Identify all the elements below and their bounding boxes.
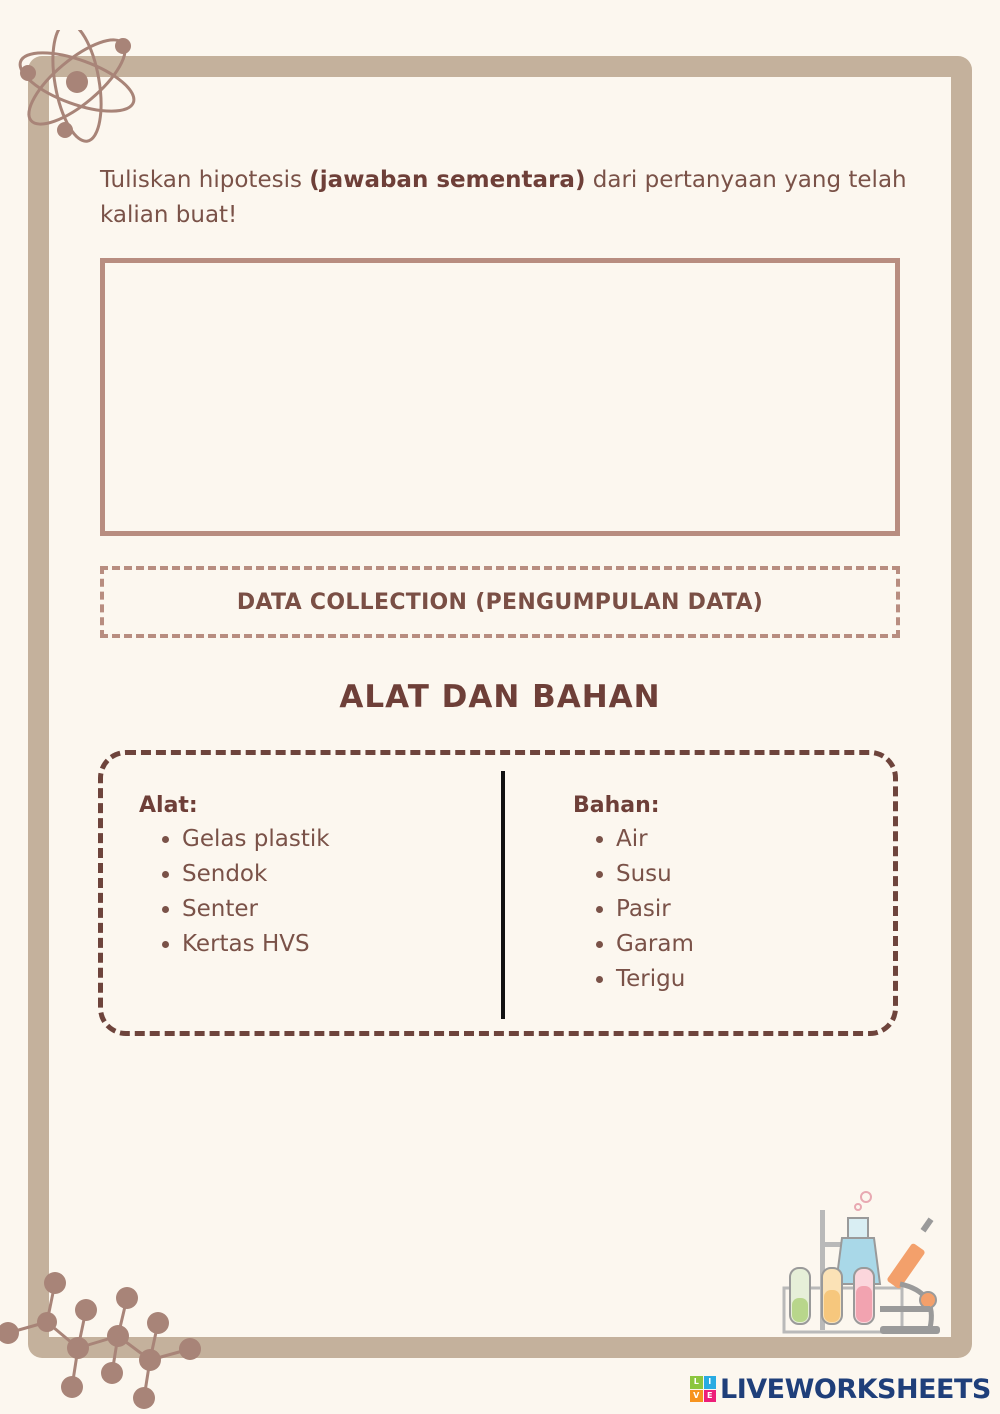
logo-letter: E bbox=[704, 1390, 717, 1403]
logo-letter: I bbox=[704, 1376, 717, 1389]
instruction-text-start: Tuliskan hipotesis bbox=[100, 167, 310, 193]
list-item: • Gelas plastik bbox=[182, 822, 330, 857]
list-item: • Air bbox=[616, 822, 694, 857]
list-item: • Terigu bbox=[616, 962, 694, 997]
list-item: • Pasir bbox=[616, 892, 694, 927]
alat-title: Alat: bbox=[139, 793, 198, 818]
logo-letter: V bbox=[690, 1390, 703, 1403]
liveworksheets-logo-icon bbox=[690, 1376, 716, 1402]
list-item: • Garam bbox=[616, 927, 694, 962]
liveworksheets-brand bbox=[690, 1374, 991, 1404]
column-divider bbox=[501, 771, 505, 1019]
list-item: • Kertas HVS bbox=[182, 927, 330, 962]
brand-name: LIVEWORKSHEETS bbox=[720, 1373, 991, 1405]
molecule-icon bbox=[0, 1265, 210, 1414]
hypothesis-answer-field[interactable] bbox=[100, 258, 900, 536]
section-banner: DATA COLLECTION (PENGUMPULAN DATA) bbox=[100, 566, 900, 638]
section-heading: ALAT DAN BAHAN bbox=[339, 679, 661, 715]
materials-box bbox=[98, 750, 898, 1036]
alat-list bbox=[139, 822, 330, 962]
list-item: • Susu bbox=[616, 857, 694, 892]
instruction-bold-text: (jawaban sementara) bbox=[309, 167, 586, 193]
lab-equipment-icon bbox=[780, 1188, 945, 1338]
alat-column bbox=[139, 793, 330, 962]
instruction-text-end: dari pertanyaan yang telah kalian buat! bbox=[100, 167, 907, 228]
bahan-column bbox=[573, 793, 694, 997]
atom-icon bbox=[10, 30, 140, 145]
bahan-title: Bahan: bbox=[573, 793, 660, 818]
list-item: • Senter bbox=[182, 892, 330, 927]
logo-letter: L bbox=[690, 1376, 703, 1389]
bahan-list bbox=[573, 822, 694, 997]
list-item: • Sendok bbox=[182, 857, 330, 892]
hypothesis-instruction bbox=[100, 163, 910, 233]
